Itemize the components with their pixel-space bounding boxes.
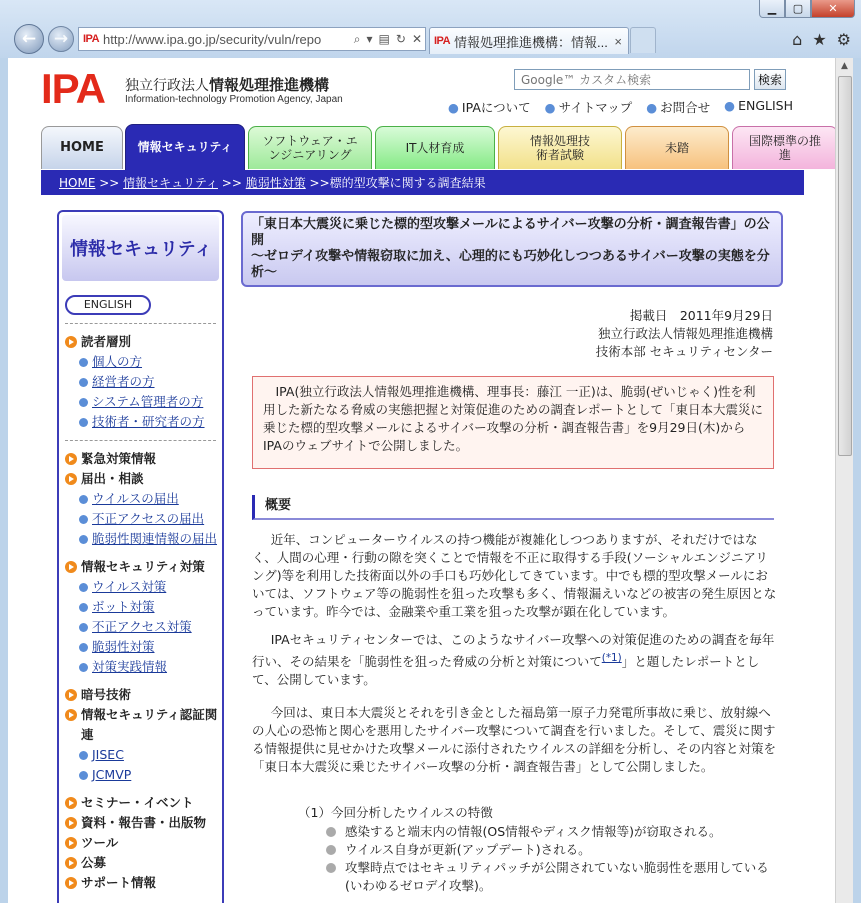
sidebar-item-jcmvp[interactable]: JCMVP xyxy=(65,765,222,785)
sidebar-head-kobo[interactable]: 公募 xyxy=(65,853,222,873)
org-name-english: Information-technology Promotion Agency, Japan xyxy=(125,94,343,105)
sidebar-head-crypto[interactable]: 暗号技術 xyxy=(65,685,222,705)
bullet-icon xyxy=(79,643,88,652)
org-name-bold: 情報処理推進機構 xyxy=(209,76,330,94)
sidebar-head-readers[interactable]: 読者層別 xyxy=(65,332,222,352)
url-text[interactable]: http://www.ipa.go.jp/security/vuln/repo xyxy=(103,31,322,47)
list-item: ウイルス自身が更新(アップデート)される。 xyxy=(326,841,776,859)
browser-chrome xyxy=(0,0,861,58)
sidebar-item-engineer[interactable]: 技術者・研究者の方 xyxy=(65,412,222,432)
nav-tab-home[interactable]: HOME xyxy=(41,126,123,169)
bullet-icon xyxy=(79,515,88,524)
search-icon[interactable]: ⌕ xyxy=(353,31,361,46)
nav-tab-standards[interactable]: 国際標準の推進 xyxy=(732,126,835,169)
publisher-dept: 技術本部 セキュリティセンター xyxy=(595,344,773,359)
publisher-org: 独立行政法人情報処理推進機構 xyxy=(597,326,773,341)
utility-links xyxy=(448,98,793,116)
tab-favicon: IPA xyxy=(434,35,451,47)
page-viewport xyxy=(8,58,835,903)
bullet-icon: ● xyxy=(544,100,556,115)
sidebar-item-vuln-report[interactable]: 脆弱性関連情報の届出 xyxy=(65,529,222,549)
breadcrumb-security[interactable]: 情報セキュリティ xyxy=(123,176,218,190)
sidebar-head-report[interactable]: 届出・相談 xyxy=(65,469,222,489)
sidebar-head-tools[interactable]: ツール xyxy=(65,833,222,853)
article-meta xyxy=(428,307,773,361)
bullet-icon xyxy=(79,418,88,427)
sidebar-title: 情報セキュリティ xyxy=(62,215,219,281)
paragraph-text: 」と題したレポートとして、公開しています。 xyxy=(252,654,760,688)
util-link-about[interactable]: ● IPAについて xyxy=(448,100,531,115)
footnote-link[interactable]: (*1) xyxy=(601,652,622,664)
feature-list xyxy=(326,823,776,895)
bullet-icon xyxy=(79,583,88,592)
sidebar-head-emergency[interactable]: 緊急対策情報 xyxy=(65,449,222,469)
bullet-icon xyxy=(79,535,88,544)
bullet-icon xyxy=(326,863,336,873)
arrow-bullet-icon xyxy=(65,473,77,485)
article-title xyxy=(241,211,783,287)
sidebar-head-publications[interactable]: 資料・報告書・出版物 xyxy=(65,813,222,833)
published-date: 掲載日 2011年9月29日 xyxy=(629,308,773,323)
sidebar-group-readers xyxy=(65,332,222,432)
bullet-icon: ● xyxy=(646,100,658,115)
ipa-logo[interactable]: IPA xyxy=(41,65,105,112)
overview-paragraph-1: 近年、コンピューターウイルスの持つ機能が複雑化しつつありますが、それだけではなく、人間の心理・行動の隙を突くことで情報を不正に取得する手段(ソーシャルエンジニアリング)等を利用した技術面以外の手口も巧妙化してきています。中でも標的型攻撃メールにおいては、ソフトウェア等の脆弱性を狙った攻撃も多く、情報漏えいなどの被害の発生原因となっています。昨今では、金融業や重工業を狙った攻撃が顕在化しています。 xyxy=(252,532,777,619)
summary-text: IPA(独立行政法人情報処理推進機構、理事長：藤江 一正)は、脆弱(ぜいじゃく)性を利用した新たなる脅威の実態把握と対策促進のための調査レポートとして「東日本大震災に乗じた標的型攻撃メールによるサイバー攻撃の分析・調査報告書」を9月29日(木)からIPAのウェブサイトで公開しました。 xyxy=(263,384,764,453)
stop-icon[interactable]: ✕ xyxy=(411,32,422,46)
bullet-icon xyxy=(79,398,88,407)
minimize-button[interactable]: ▁ xyxy=(759,0,785,18)
new-tab-button[interactable] xyxy=(630,27,656,53)
list-item: 感染すると端末内の情報(OS情報やディスク情報等)が窃取される。 xyxy=(326,823,776,841)
bullet-icon xyxy=(79,771,88,780)
tab-title: 情報処理推進機構：情報... xyxy=(454,34,608,50)
sidebar-group-main xyxy=(65,449,222,549)
arrow-bullet-icon xyxy=(65,561,77,573)
site-favicon: IPA xyxy=(83,33,100,45)
summary-box xyxy=(252,376,774,469)
nav-tab-exam[interactable]: 情報処理技術者試験 xyxy=(498,126,622,169)
gear-icon[interactable]: ⚙ xyxy=(836,30,851,49)
bullet-icon xyxy=(79,358,88,367)
util-link-contact[interactable]: ● お問合せ xyxy=(646,100,711,115)
sidebar-group-crypto xyxy=(65,685,222,785)
breadcrumb-sep: >> xyxy=(305,175,330,190)
window-controls xyxy=(759,0,855,18)
address-bar[interactable] xyxy=(78,27,426,51)
browser-tools xyxy=(792,30,851,49)
arrow-bullet-icon xyxy=(65,709,77,721)
scroll-up-arrow-icon[interactable]: ▲ xyxy=(841,61,848,71)
breadcrumb-home[interactable]: HOME xyxy=(59,175,96,190)
arrow-bullet-icon xyxy=(65,837,77,849)
bullet-icon xyxy=(79,495,88,504)
scroll-thumb[interactable] xyxy=(838,76,852,456)
breadcrumb-current: 標的型攻撃に関する調査結果 xyxy=(329,176,486,190)
global-nav xyxy=(41,124,822,170)
nav-tab-software[interactable]: ソフトウェア・エンジニアリング xyxy=(248,126,372,169)
bullet-icon xyxy=(79,623,88,632)
bullet-icon: ● xyxy=(448,100,459,115)
breadcrumb-sep: >> xyxy=(217,175,246,190)
window-frame xyxy=(853,58,861,903)
sidebar-item-jisec[interactable]: JISEC xyxy=(65,745,222,765)
star-icon[interactable]: ★ xyxy=(812,30,827,49)
sidebar-item-executive[interactable]: 経営者の方 xyxy=(65,372,222,392)
forward-icon: → xyxy=(53,29,69,49)
sidebar xyxy=(57,210,224,903)
overview-paragraph-2 xyxy=(252,631,777,689)
sidebar-item-practice[interactable]: 対策実践情報 xyxy=(65,657,222,677)
dropdown-icon[interactable]: ▾ xyxy=(366,32,373,46)
org-name xyxy=(125,74,329,95)
bullet-icon xyxy=(79,663,88,672)
sidebar-head-seminar[interactable]: セミナー・イベント xyxy=(65,793,222,813)
close-window-button[interactable]: ✕ xyxy=(811,0,855,18)
bullet-icon xyxy=(79,603,88,612)
forward-button[interactable] xyxy=(48,26,74,52)
bullet-icon: ● xyxy=(724,98,736,113)
sidebar-divider xyxy=(65,440,216,441)
sidebar-item-vuln[interactable]: 脆弱性対策 xyxy=(65,637,222,657)
bullet-icon xyxy=(326,845,336,855)
back-button[interactable] xyxy=(14,24,44,54)
util-link-english[interactable]: ● ENGLISH xyxy=(724,98,793,113)
sidebar-item-sysadmin[interactable]: システム管理者の方 xyxy=(65,392,222,412)
sidebar-item-access-report[interactable]: 不正アクセスの届出 xyxy=(65,509,222,529)
arrow-bullet-icon xyxy=(65,689,77,701)
browser-tab[interactable] xyxy=(429,27,629,54)
sidebar-head-support[interactable]: サポート情報 xyxy=(65,873,222,893)
compat-icon[interactable]: ▤ xyxy=(378,32,390,46)
bullet-icon xyxy=(79,751,88,760)
bullet-icon xyxy=(326,827,336,837)
nav-tab-security[interactable]: 情報セキュリティ xyxy=(125,124,245,170)
sidebar-item-bot[interactable]: ボット対策 xyxy=(65,597,222,617)
back-icon: ← xyxy=(21,29,37,49)
refresh-icon[interactable]: ↻ xyxy=(395,32,406,46)
paragraph-text: IPAセキュリティセンターでは、このようなサイバー攻撃への対策促進のための調査を毎年行い、その結果を「脆弱性を狙った脅威の分析と対策について xyxy=(252,632,775,670)
sidebar-head-measures[interactable]: 情報セキュリティ対策 xyxy=(65,557,222,577)
list-item: 攻撃時点ではセキュリティパッチが公開されていない脆弱性を悪用している(いわゆるゼロデイ攻撃)。 xyxy=(326,859,776,895)
overview-paragraph-3: 今回は、東日本大震災とそれを引き金とした福島第一原子力発電所事故に乗じ、放射線への人心の恐怖と関心を悪用したサイバー攻撃について調査を行いました。そして、震災に関する情報提供に見せかけた攻撃メールに添付されたウイルスの詳細を分析し、その内容と対策を「東日本大震災に乗じたサイバー攻撃の分析・調査報告書」として公開しました。 xyxy=(252,705,777,774)
arrow-bullet-icon xyxy=(65,817,77,829)
section-heading: 概要 xyxy=(252,495,774,520)
sidebar-head-cert[interactable]: 情報セキュリティ認証関連 xyxy=(65,705,222,745)
home-icon[interactable]: ⌂ xyxy=(792,30,803,49)
sidebar-item-individual[interactable]: 個人の方 xyxy=(65,352,222,372)
arrow-bullet-icon xyxy=(65,797,77,809)
nav-tab-it-hr[interactable]: IT人材育成 xyxy=(375,126,495,169)
tab-close-icon[interactable]: × xyxy=(614,33,622,49)
nav-tab-mitou[interactable]: 未踏 xyxy=(625,126,729,169)
breadcrumb-vuln[interactable]: 脆弱性対策 xyxy=(245,176,306,190)
breadcrumb xyxy=(41,170,804,195)
sidebar-english-button[interactable]: ENGLISH xyxy=(65,295,151,315)
site-search-input[interactable] xyxy=(514,69,750,90)
sidebar-item-virus-report[interactable]: ウイルスの届出 xyxy=(65,489,222,509)
maximize-button[interactable]: ▢ xyxy=(785,0,811,18)
sidebar-item-virus[interactable]: ウイルス対策 xyxy=(65,577,222,597)
sidebar-divider xyxy=(65,323,216,324)
breadcrumb-sep: >> xyxy=(95,175,124,190)
util-link-sitemap[interactable]: ● サイトマップ xyxy=(544,100,633,115)
vertical-scrollbar[interactable] xyxy=(835,58,853,903)
sidebar-item-unauth[interactable]: 不正アクセス対策 xyxy=(65,617,222,637)
search-button[interactable]: 検索 xyxy=(754,69,786,90)
arrow-bullet-icon xyxy=(65,453,77,465)
org-prefix: 独立行政法人 xyxy=(125,78,209,94)
list-heading: （1）今回分析したウイルスの特徴 xyxy=(298,805,493,820)
article-title-main: 「東日本大震災に乗じた標的型攻撃メールによるサイバー攻撃の分析・調査報告書」の公開 xyxy=(251,217,770,248)
sidebar-group-misc xyxy=(65,793,222,893)
arrow-bullet-icon xyxy=(65,336,77,348)
arrow-bullet-icon xyxy=(65,877,77,889)
bullet-icon xyxy=(79,378,88,387)
sidebar-group-measures xyxy=(65,557,222,677)
arrow-bullet-icon xyxy=(65,857,77,869)
article-title-sub: ～ゼロデイ攻撃や情報窃取に加え、心理的にも巧妙化しつつあるサイバー攻撃の実態を分析～ xyxy=(251,249,770,280)
